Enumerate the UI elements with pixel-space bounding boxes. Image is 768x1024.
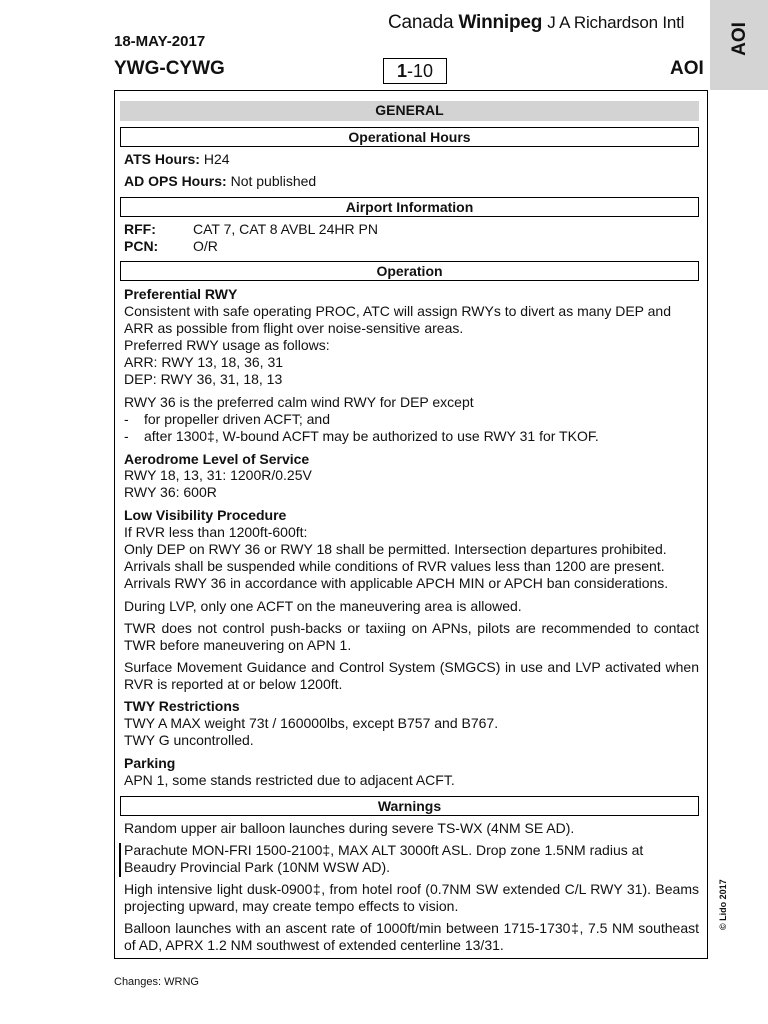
ad-ops-hours: AD OPS Hours: Not published (124, 173, 317, 189)
band-operation: Operation (120, 261, 699, 281)
als-line: RWY 36: 600R (124, 484, 217, 500)
lvp-line: Arrivals shall be suspended while conditions of RVR values less than 1200 are present. (124, 558, 665, 574)
twy-line: TWY G uncontrolled. (124, 732, 254, 748)
airport-title (388, 12, 684, 34)
city: Winnipeg (458, 12, 543, 33)
parking-title: Parking (124, 755, 176, 771)
lvp-title: Low Visibility Procedure (124, 507, 287, 523)
band-airport-information: Airport Information (120, 197, 699, 217)
country: Canada (388, 12, 454, 33)
warning-item: High intensive light dusk-0900‡, from hotel roof (0.7NM SW extended C/L RWY 31). Beams projecting upward, may create tempo effects to vision. (124, 881, 699, 914)
calm-wind-item: - after 1300‡, W-bound ACFT may be authorized to use RWY 31 for TKOF. (124, 428, 599, 444)
lvp-para: TWR does not control push-backs or taxiing on APNs, pilots are recommended to contact TWR before maneuvering on APN 1. (124, 620, 699, 653)
airport-name: J A Richardson Intl (547, 13, 685, 32)
lvp-para: Surface Movement Guidance and Control System (SMGCS) in use and LVP activated when RVR is reported at or below 1200ft. (124, 659, 699, 692)
copyright: © Lido 2017 (718, 879, 728, 930)
calm-wind-text: RWY 36 is the preferred calm wind RWY for DEP except (124, 394, 474, 410)
twy-title: TWY Restrictions (124, 698, 240, 714)
rff-row: RFF: CAT 7, CAT 8 AVBL 24HR PN (124, 221, 378, 237)
page-section: 1 (396, 61, 407, 81)
ats-hours: ATS Hours: H24 (124, 151, 230, 167)
section-tab: AOI (670, 58, 704, 79)
lvp-para: During LVP, only one ACFT on the maneuvering area is allowed. (124, 598, 522, 614)
warning-item: Random upper air balloon launches during severe TS-WX (4NM SE AD). (124, 820, 575, 836)
lvp-line: Only DEP on RWY 36 or RWY 18 shall be permitted. Intersection departures prohibited. (124, 541, 667, 557)
preferred-rwy-dep: DEP: RWY 36, 31, 18, 13 (124, 371, 283, 387)
calm-wind-item: - for propeller driven ACFT; and (124, 411, 330, 427)
page-number (383, 58, 447, 84)
als-title: Aerodrome Level of Service (124, 451, 310, 467)
airport-code: YWG-CYWG (114, 58, 225, 79)
band-warnings: Warnings (120, 796, 699, 816)
chart-date: 18-MAY-2017 (114, 33, 206, 50)
page-num: -10 (407, 61, 434, 81)
preferential-rwy-title: Preferential RWY (124, 286, 238, 302)
lvp-line: If RVR less than 1200ft-600ft: (124, 524, 308, 540)
preferred-rwy-usage: Preferred RWY usage as follows: (124, 337, 330, 353)
parking-line: APN 1, some stands restricted due to adjacent ACFT. (124, 772, 455, 788)
side-tab-label: AOI (729, 22, 750, 56)
preferential-rwy-para: Consistent with safe operating PROC, ATC will assign RWYs to divert as many DEP and ARR as possible from flight over noise-sensitive areas. (124, 303, 672, 336)
change-bar (119, 843, 121, 877)
band-general: GENERAL (120, 101, 699, 121)
twy-line: TWY A MAX weight 73t / 160000lbs, except B757 and B767. (124, 715, 499, 731)
als-line: RWY 18, 13, 31: 1200R/0.25V (124, 467, 312, 483)
band-operational-hours: Operational Hours (120, 127, 699, 147)
preferred-rwy-arr: ARR: RWY 13, 18, 36, 31 (124, 354, 284, 370)
warning-item: Balloon launches with an ascent rate of 1000ft/min between 1715-1730‡, 7.5 NM southeast of AD, APRX 1.2 NM southwest of extended centerline 13/31. (124, 920, 699, 953)
pcn-row: PCN: O/R (124, 238, 218, 254)
changes-note: Changes: WRNG (114, 976, 199, 988)
lvp-line: Arrivals RWY 36 in accordance with applicable APCH MIN or APCH ban considerations. (124, 575, 669, 591)
warning-item: Parachute MON-FRI 1500-2100‡, MAX ALT 3000ft ASL. Drop zone 1.5NM radius at Beaudry Provincial Park (10NM WSW AD). (124, 842, 644, 875)
